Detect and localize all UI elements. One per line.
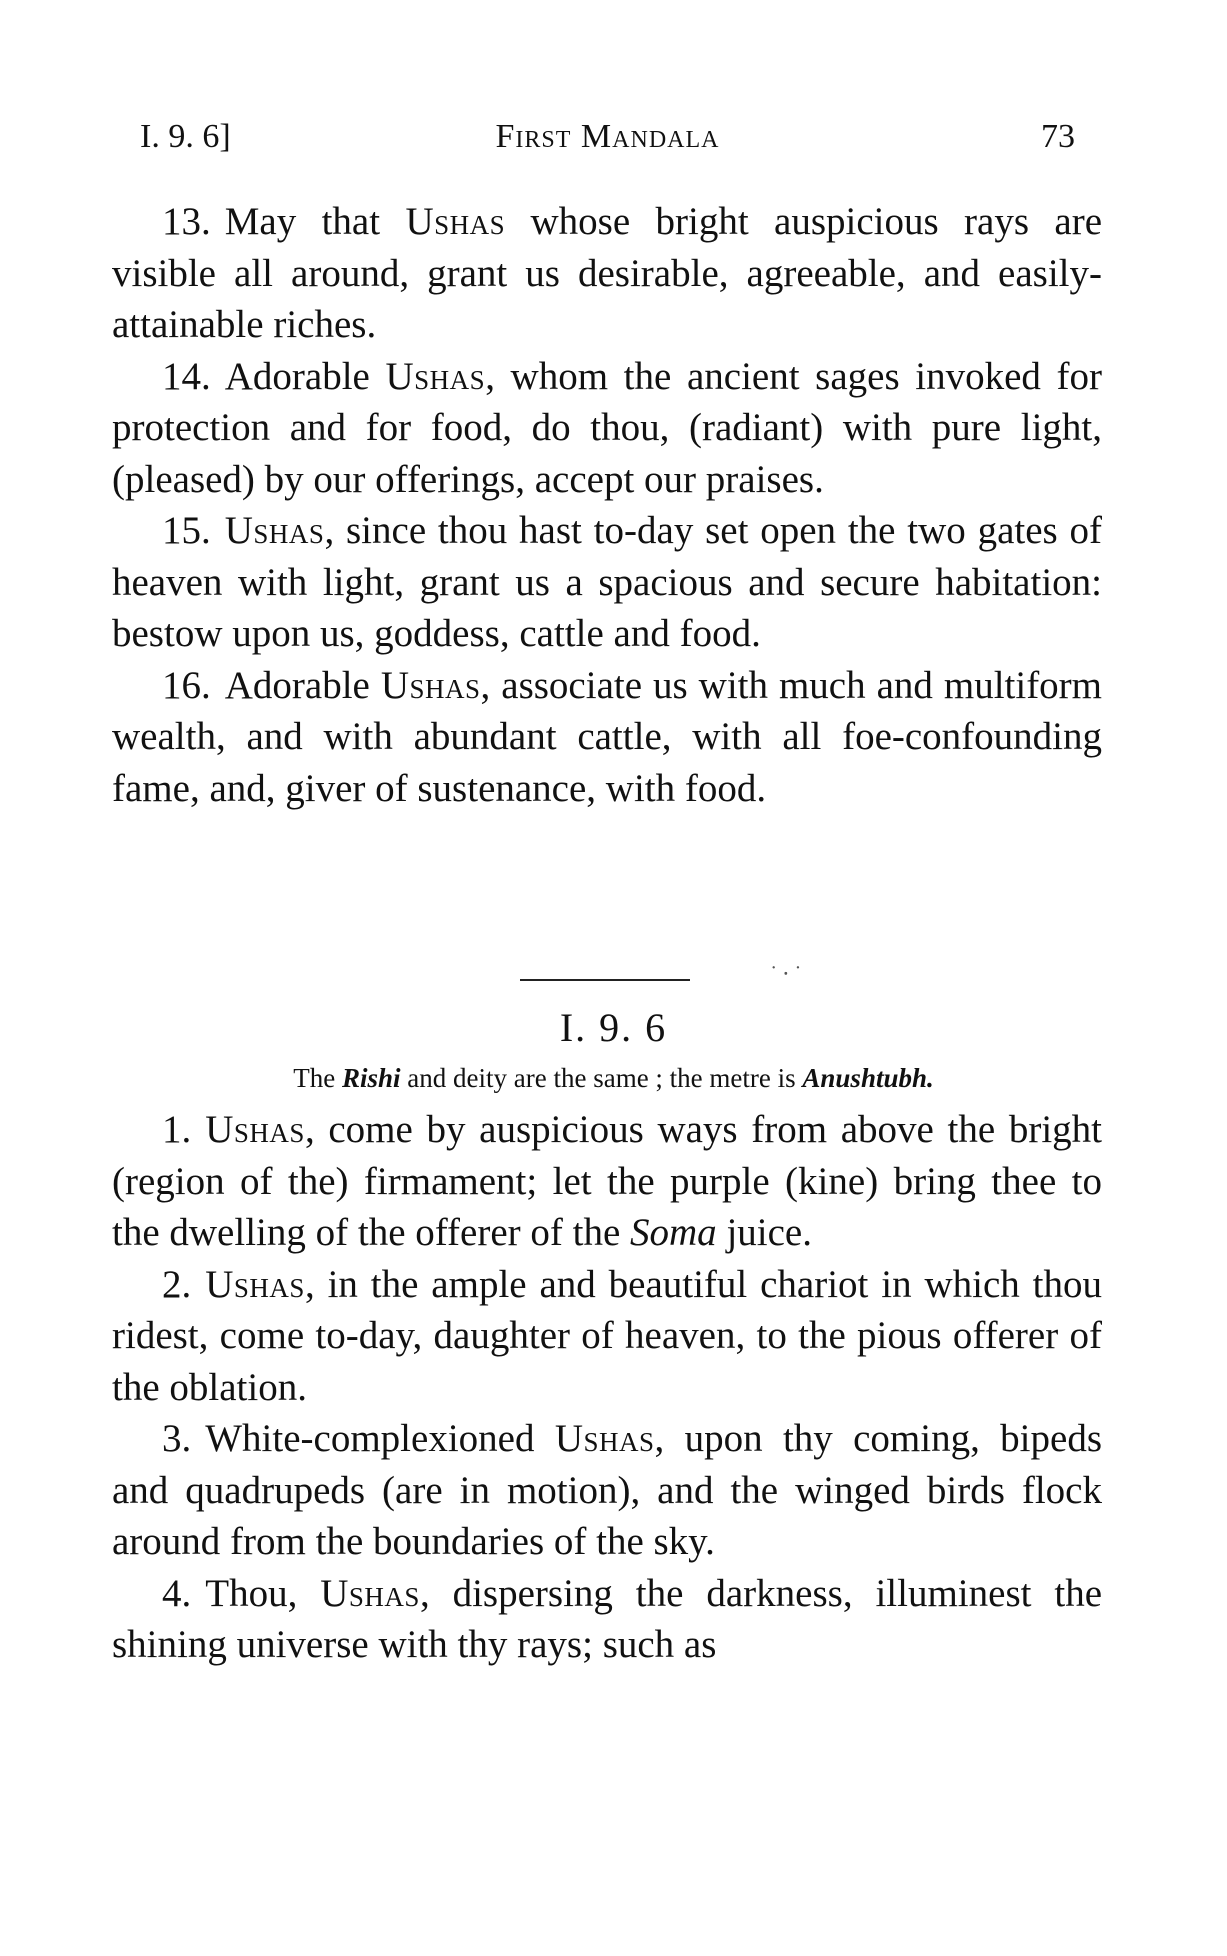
verse-number: 1. (162, 1108, 192, 1151)
deity-name: Ushas (380, 663, 481, 707)
verse-text: The (293, 1063, 342, 1093)
deity-name: Ushas (320, 1571, 420, 1615)
verse-text: and deity are the same ; the metre is (400, 1063, 803, 1093)
verse-number: 15. (162, 509, 211, 552)
deity-name: Ushas (205, 1108, 305, 1151)
verse (112, 351, 1102, 506)
verse-text: , upon thy coming, bipeds and quadrupeds (are in motion), and the winged birds flock around from the boundaries of the sky. (112, 1417, 1103, 1563)
italic-term: Anushtubh. (802, 1063, 934, 1093)
section-divider (520, 979, 690, 981)
verse-text: White-complexioned (205, 1417, 555, 1460)
verse-text: Thou, (205, 1571, 321, 1615)
verse-text: , in the ample and beautiful chariot in which thou ridest, come to-day, daughter of heaven, to the pious offerer of the oblation. (112, 1262, 1102, 1409)
verse-text: , associate us with much and multiform wealth, and with abundant cattle, with all foe-confounding fame, and, giver of sustenance, with food. (112, 663, 1103, 810)
verses-bottom-block (112, 1104, 1102, 1671)
verse-number: 16. (162, 663, 211, 707)
header-title: First Mandala (495, 118, 720, 155)
verse (112, 660, 1102, 815)
verse-text: , whom the ancient sages invoked for protection and for food, do thou, (radiant) with pure light, (pleased) by our offerings, accept our praises. (112, 354, 1103, 501)
verse (112, 505, 1102, 660)
verse (112, 1568, 1102, 1671)
verse (112, 1104, 1102, 1259)
section-meta-line (0, 1063, 1227, 1094)
running-header (140, 118, 1075, 168)
print-speck: ˙ ⸱ ˙ (770, 961, 802, 986)
verse-text: May that (224, 200, 406, 243)
deity-name: Ushas (224, 509, 325, 552)
verse-text: juice. (716, 1211, 812, 1254)
section-heading: I. 9. 6 (559, 1005, 668, 1050)
verse-number: 3. (162, 1417, 192, 1460)
header-reference: I. 9. 6] (140, 118, 231, 155)
verse-number: 4. (162, 1571, 192, 1615)
verse-number: 13. (162, 200, 211, 243)
verse-text: , since thou hast to-day set open the two gates of heaven with light, grant us a spacious and secure habitation: bestow upon us, goddess, cattle and food. (112, 509, 1102, 655)
page-number: 73 (1041, 118, 1075, 155)
deity-name: Ushas (405, 200, 506, 243)
verse-text: Adorable (224, 663, 381, 707)
verse-number: 2. (162, 1262, 192, 1306)
verse-text: , dispersing the darkness, illuminest the shining universe with thy rays; such as (112, 1571, 1103, 1666)
italic-term: Soma (630, 1211, 717, 1254)
verse (112, 1413, 1102, 1568)
italic-term: Rishi (341, 1063, 401, 1093)
verse-number: 14. (162, 354, 211, 398)
verse-text: whose bright auspicious rays are visible all around, grant us desirable, agreeable, and easily-attainable riches. (112, 200, 1103, 346)
deity-name: Ushas (385, 354, 486, 398)
verse (112, 1259, 1102, 1414)
verse (112, 196, 1102, 351)
deity-name: Ushas (205, 1262, 305, 1306)
verse-text: , come by auspicious ways from above the bright (region of the) firmament; let the purple (kine) bring thee to the dwelling of the offerer of the (112, 1108, 1102, 1254)
deity-name: Ushas (554, 1417, 655, 1460)
verses-top-block (112, 196, 1102, 814)
verse-text: Adorable (224, 354, 386, 398)
